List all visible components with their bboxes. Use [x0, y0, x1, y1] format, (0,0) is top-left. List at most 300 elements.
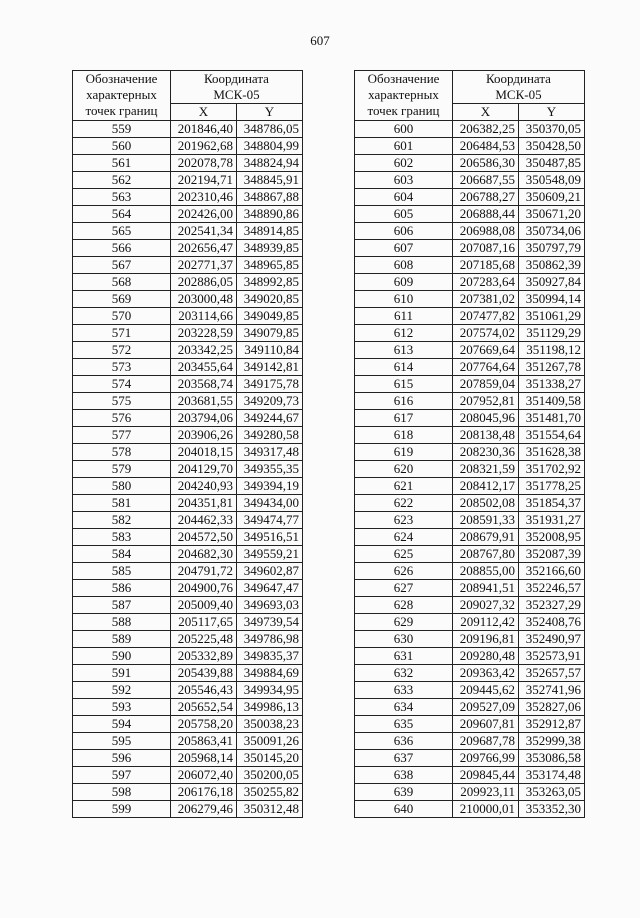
table-row	[73, 155, 303, 172]
point-number-cell: 570	[73, 308, 171, 325]
x-coordinate-cell: 201846,40	[171, 121, 237, 138]
y-coordinate-cell: 351409,58	[519, 393, 585, 410]
point-number-cell: 611	[355, 308, 453, 325]
y-coordinate-cell: 350200,05	[237, 767, 303, 784]
y-coordinate-cell: 350487,85	[519, 155, 585, 172]
point-number-cell: 578	[73, 444, 171, 461]
y-coordinate-cell: 352490,97	[519, 631, 585, 648]
y-coordinate-cell: 349317,48	[237, 444, 303, 461]
x-coordinate-cell: 205968,14	[171, 750, 237, 767]
point-number-cell: 629	[355, 614, 453, 631]
table-row	[355, 240, 585, 257]
y-coordinate-cell: 349110,84	[237, 342, 303, 359]
point-number-cell: 589	[73, 631, 171, 648]
table-row	[73, 240, 303, 257]
point-number-cell: 600	[355, 121, 453, 138]
y-coordinate-cell: 351338,27	[519, 376, 585, 393]
x-coordinate-cell: 202078,78	[171, 155, 237, 172]
table-row	[73, 529, 303, 546]
x-coordinate-cell: 209196,81	[453, 631, 519, 648]
table-row	[73, 444, 303, 461]
point-number-cell: 630	[355, 631, 453, 648]
x-coordinate-cell: 206888,44	[453, 206, 519, 223]
point-number-cell: 634	[355, 699, 453, 716]
table-row	[73, 138, 303, 155]
y-coordinate-cell: 350091,26	[237, 733, 303, 750]
point-number-cell: 605	[355, 206, 453, 223]
point-number-cell: 613	[355, 342, 453, 359]
page-number: 607	[310, 33, 330, 48]
table-row	[73, 733, 303, 750]
x-coordinate-cell: 208138,48	[453, 427, 519, 444]
point-number-cell: 617	[355, 410, 453, 427]
point-designation-header-line: характерных	[368, 87, 439, 102]
table-row	[73, 563, 303, 580]
x-coordinate-cell: 209607,81	[453, 716, 519, 733]
x-coordinate-cell: 209527,09	[453, 699, 519, 716]
table-row	[73, 274, 303, 291]
y-coordinate-cell: 348804,99	[237, 138, 303, 155]
y-coordinate-cell: 350370,05	[519, 121, 585, 138]
x-column-header: X	[453, 104, 519, 121]
x-coordinate-cell: 205009,40	[171, 597, 237, 614]
point-designation-header	[73, 71, 171, 121]
x-coordinate-cell: 203794,06	[171, 410, 237, 427]
x-coordinate-cell: 202426,00	[171, 206, 237, 223]
x-coordinate-cell: 206279,46	[171, 801, 237, 818]
y-coordinate-cell: 350548,09	[519, 172, 585, 189]
y-coordinate-cell: 350671,20	[519, 206, 585, 223]
table-row	[73, 614, 303, 631]
table-row	[355, 206, 585, 223]
table-row	[73, 495, 303, 512]
table-row	[355, 716, 585, 733]
x-coordinate-cell: 204791,72	[171, 563, 237, 580]
table-row	[355, 376, 585, 393]
y-coordinate-cell: 349602,87	[237, 563, 303, 580]
point-number-cell: 621	[355, 478, 453, 495]
coordinate-header	[453, 71, 585, 104]
table-row	[355, 563, 585, 580]
point-number-cell: 571	[73, 325, 171, 342]
point-number-cell: 608	[355, 257, 453, 274]
x-coordinate-cell: 208855,00	[453, 563, 519, 580]
x-coordinate-cell: 202194,71	[171, 172, 237, 189]
table-row	[355, 138, 585, 155]
table-row	[355, 801, 585, 818]
table-row	[73, 597, 303, 614]
x-coordinate-cell: 209845,44	[453, 767, 519, 784]
y-coordinate-cell: 350145,20	[237, 750, 303, 767]
point-number-cell: 590	[73, 648, 171, 665]
y-coordinate-cell: 352741,96	[519, 682, 585, 699]
x-column-header: X	[171, 104, 237, 121]
x-coordinate-cell: 204900,76	[171, 580, 237, 597]
y-coordinate-cell: 351931,27	[519, 512, 585, 529]
table-row	[355, 614, 585, 631]
coordinate-header-line: МСК-05	[213, 87, 260, 102]
x-coordinate-cell: 207859,04	[453, 376, 519, 393]
point-number-cell: 639	[355, 784, 453, 801]
x-coordinate-cell: 203906,26	[171, 427, 237, 444]
y-coordinate-cell: 352087,39	[519, 546, 585, 563]
point-number-cell: 575	[73, 393, 171, 410]
x-coordinate-cell: 209027,32	[453, 597, 519, 614]
table-row	[355, 733, 585, 750]
x-coordinate-cell: 207952,81	[453, 393, 519, 410]
table-row	[73, 410, 303, 427]
y-coordinate-cell: 351702,92	[519, 461, 585, 478]
y-coordinate-cell: 349020,85	[237, 291, 303, 308]
point-number-cell: 633	[355, 682, 453, 699]
x-coordinate-cell: 207087,16	[453, 240, 519, 257]
y-coordinate-cell: 350927,84	[519, 274, 585, 291]
y-coordinate-cell: 349434,00	[237, 495, 303, 512]
x-coordinate-cell: 203228,59	[171, 325, 237, 342]
coordinates-table-right	[354, 70, 585, 818]
x-coordinate-cell: 206176,18	[171, 784, 237, 801]
x-coordinate-cell: 206687,55	[453, 172, 519, 189]
x-coordinate-cell: 203000,48	[171, 291, 237, 308]
x-coordinate-cell: 207283,64	[453, 274, 519, 291]
point-number-cell: 561	[73, 155, 171, 172]
point-number-cell: 609	[355, 274, 453, 291]
table-row	[73, 750, 303, 767]
table-row	[355, 512, 585, 529]
point-designation-header	[355, 71, 453, 121]
point-number-cell: 604	[355, 189, 453, 206]
point-number-cell: 636	[355, 733, 453, 750]
point-number-cell: 588	[73, 614, 171, 631]
table-row	[355, 478, 585, 495]
point-number-cell: 614	[355, 359, 453, 376]
x-coordinate-cell: 206788,27	[453, 189, 519, 206]
point-number-cell: 632	[355, 665, 453, 682]
point-designation-header-line: точек границ	[85, 103, 158, 118]
point-number-cell: 607	[355, 240, 453, 257]
table-row	[73, 121, 303, 138]
x-coordinate-cell: 208767,80	[453, 546, 519, 563]
point-number-cell: 573	[73, 359, 171, 376]
x-coordinate-cell: 202771,37	[171, 257, 237, 274]
point-number-cell: 599	[73, 801, 171, 818]
table-row	[73, 257, 303, 274]
y-coordinate-cell: 352573,91	[519, 648, 585, 665]
y-coordinate-cell: 348824,94	[237, 155, 303, 172]
x-coordinate-cell: 208941,51	[453, 580, 519, 597]
x-coordinate-cell: 208502,08	[453, 495, 519, 512]
x-coordinate-cell: 204462,33	[171, 512, 237, 529]
table-row	[355, 750, 585, 767]
y-coordinate-cell: 349786,98	[237, 631, 303, 648]
x-coordinate-cell: 209363,42	[453, 665, 519, 682]
x-coordinate-cell: 202541,34	[171, 223, 237, 240]
table-row	[73, 716, 303, 733]
table-row	[355, 784, 585, 801]
x-coordinate-cell: 207764,64	[453, 359, 519, 376]
coordinate-header	[171, 71, 303, 104]
y-coordinate-cell: 348914,85	[237, 223, 303, 240]
x-coordinate-cell: 205225,48	[171, 631, 237, 648]
point-number-cell: 598	[73, 784, 171, 801]
coordinate-header-line: Координата	[486, 71, 551, 86]
point-number-cell: 563	[73, 189, 171, 206]
y-coordinate-cell: 352912,87	[519, 716, 585, 733]
y-coordinate-cell: 349142,81	[237, 359, 303, 376]
table-row	[355, 495, 585, 512]
table-row	[355, 189, 585, 206]
point-number-cell: 623	[355, 512, 453, 529]
table-row	[73, 699, 303, 716]
x-coordinate-cell: 204018,15	[171, 444, 237, 461]
table-row	[355, 665, 585, 682]
table-row	[73, 546, 303, 563]
x-coordinate-cell: 202656,47	[171, 240, 237, 257]
point-designation-header-line: Обозначение	[85, 71, 158, 86]
x-coordinate-cell: 206484,53	[453, 138, 519, 155]
point-number-cell: 596	[73, 750, 171, 767]
coordinates-table-left	[72, 70, 303, 818]
table-row	[355, 580, 585, 597]
x-coordinate-cell: 206586,30	[453, 155, 519, 172]
table-row	[355, 648, 585, 665]
point-number-cell: 580	[73, 478, 171, 495]
table-row	[355, 121, 585, 138]
y-coordinate-cell: 351628,38	[519, 444, 585, 461]
y-coordinate-cell: 352999,38	[519, 733, 585, 750]
y-coordinate-cell: 349986,13	[237, 699, 303, 716]
y-coordinate-cell: 351481,70	[519, 410, 585, 427]
table-row	[73, 342, 303, 359]
x-coordinate-cell: 208412,17	[453, 478, 519, 495]
x-coordinate-cell: 203568,74	[171, 376, 237, 393]
point-number-cell: 612	[355, 325, 453, 342]
point-number-cell: 615	[355, 376, 453, 393]
x-coordinate-cell: 204240,93	[171, 478, 237, 495]
y-coordinate-cell: 349079,85	[237, 325, 303, 342]
y-coordinate-cell: 349835,37	[237, 648, 303, 665]
x-coordinate-cell: 203455,64	[171, 359, 237, 376]
y-coordinate-cell: 349394,19	[237, 478, 303, 495]
y-coordinate-cell: 352246,57	[519, 580, 585, 597]
point-number-cell: 591	[73, 665, 171, 682]
y-coordinate-cell: 351554,64	[519, 427, 585, 444]
point-number-cell: 594	[73, 716, 171, 733]
y-coordinate-cell: 350797,79	[519, 240, 585, 257]
y-coordinate-cell: 353263,05	[519, 784, 585, 801]
x-coordinate-cell: 208591,33	[453, 512, 519, 529]
table-row	[73, 665, 303, 682]
y-coordinate-cell: 352827,06	[519, 699, 585, 716]
y-coordinate-cell: 350734,06	[519, 223, 585, 240]
table-row	[73, 801, 303, 818]
x-coordinate-cell: 209687,78	[453, 733, 519, 750]
x-coordinate-cell: 208679,91	[453, 529, 519, 546]
y-coordinate-cell: 350609,21	[519, 189, 585, 206]
point-number-cell: 610	[355, 291, 453, 308]
x-coordinate-cell: 208321,59	[453, 461, 519, 478]
table-row	[355, 444, 585, 461]
point-number-cell: 618	[355, 427, 453, 444]
coordinates-table-right-body	[355, 121, 585, 818]
point-number-cell: 619	[355, 444, 453, 461]
point-number-cell: 572	[73, 342, 171, 359]
table-row	[355, 597, 585, 614]
table-row	[73, 359, 303, 376]
point-number-cell: 635	[355, 716, 453, 733]
x-coordinate-cell: 205546,43	[171, 682, 237, 699]
point-number-cell: 631	[355, 648, 453, 665]
y-coordinate-cell: 351129,29	[519, 325, 585, 342]
point-number-cell: 602	[355, 155, 453, 172]
table-row	[73, 461, 303, 478]
x-coordinate-cell: 207669,64	[453, 342, 519, 359]
y-coordinate-cell: 352008,95	[519, 529, 585, 546]
table-row	[355, 529, 585, 546]
point-number-cell: 624	[355, 529, 453, 546]
y-coordinate-cell: 350038,23	[237, 716, 303, 733]
table-row	[73, 580, 303, 597]
y-column-header: Y	[237, 104, 303, 121]
x-coordinate-cell: 209766,99	[453, 750, 519, 767]
x-coordinate-cell: 207574,02	[453, 325, 519, 342]
y-coordinate-cell: 350862,39	[519, 257, 585, 274]
y-coordinate-cell: 349355,35	[237, 461, 303, 478]
x-coordinate-cell: 208230,36	[453, 444, 519, 461]
table-row	[355, 682, 585, 699]
point-number-cell: 565	[73, 223, 171, 240]
x-coordinate-cell: 209112,42	[453, 614, 519, 631]
point-number-cell: 559	[73, 121, 171, 138]
x-coordinate-cell: 205439,88	[171, 665, 237, 682]
x-coordinate-cell: 209280,48	[453, 648, 519, 665]
x-coordinate-cell: 205117,65	[171, 614, 237, 631]
point-number-cell: 622	[355, 495, 453, 512]
point-number-cell: 616	[355, 393, 453, 410]
x-coordinate-cell: 206072,40	[171, 767, 237, 784]
y-coordinate-cell: 349474,77	[237, 512, 303, 529]
table-row	[355, 342, 585, 359]
y-coordinate-cell: 348786,05	[237, 121, 303, 138]
point-number-cell: 620	[355, 461, 453, 478]
x-coordinate-cell: 202310,46	[171, 189, 237, 206]
x-coordinate-cell: 201962,68	[171, 138, 237, 155]
table-row	[355, 223, 585, 240]
x-coordinate-cell: 207185,68	[453, 257, 519, 274]
table-row	[73, 223, 303, 240]
y-coordinate-cell: 349049,85	[237, 308, 303, 325]
point-number-cell: 582	[73, 512, 171, 529]
point-number-cell: 640	[355, 801, 453, 818]
point-number-cell: 586	[73, 580, 171, 597]
x-coordinate-cell: 210000,01	[453, 801, 519, 818]
point-number-cell: 568	[73, 274, 171, 291]
point-number-cell: 626	[355, 563, 453, 580]
table-row	[73, 308, 303, 325]
y-coordinate-cell: 351778,25	[519, 478, 585, 495]
table-row	[355, 155, 585, 172]
y-coordinate-cell: 348965,85	[237, 257, 303, 274]
point-number-cell: 603	[355, 172, 453, 189]
y-coordinate-cell: 349934,95	[237, 682, 303, 699]
x-coordinate-cell: 205652,54	[171, 699, 237, 716]
table-row	[355, 393, 585, 410]
point-number-cell: 601	[355, 138, 453, 155]
table-row	[355, 546, 585, 563]
x-coordinate-cell: 207477,82	[453, 308, 519, 325]
point-number-cell: 574	[73, 376, 171, 393]
y-coordinate-cell: 349693,03	[237, 597, 303, 614]
point-number-cell: 627	[355, 580, 453, 597]
table-row	[73, 189, 303, 206]
table-row	[73, 512, 303, 529]
table-row	[355, 291, 585, 308]
table-row	[355, 461, 585, 478]
y-coordinate-cell: 352408,76	[519, 614, 585, 631]
x-coordinate-cell: 209445,62	[453, 682, 519, 699]
y-coordinate-cell: 349516,51	[237, 529, 303, 546]
x-coordinate-cell: 206988,08	[453, 223, 519, 240]
table-row	[73, 325, 303, 342]
point-number-cell: 638	[355, 767, 453, 784]
coordinate-header-line: МСК-05	[495, 87, 542, 102]
y-coordinate-cell: 349175,78	[237, 376, 303, 393]
y-column-header: Y	[519, 104, 585, 121]
y-coordinate-cell: 349884,69	[237, 665, 303, 682]
table-row	[73, 478, 303, 495]
point-number-cell: 625	[355, 546, 453, 563]
point-number-cell: 567	[73, 257, 171, 274]
table-row	[73, 172, 303, 189]
point-number-cell: 583	[73, 529, 171, 546]
table-row	[355, 767, 585, 784]
table-row	[73, 631, 303, 648]
point-number-cell: 576	[73, 410, 171, 427]
point-number-cell: 581	[73, 495, 171, 512]
point-number-cell: 562	[73, 172, 171, 189]
table-row	[355, 631, 585, 648]
table-row	[73, 206, 303, 223]
y-coordinate-cell: 351061,29	[519, 308, 585, 325]
x-coordinate-cell: 204351,81	[171, 495, 237, 512]
x-coordinate-cell: 204572,50	[171, 529, 237, 546]
point-designation-header-line: точек границ	[367, 103, 440, 118]
y-coordinate-cell: 353086,58	[519, 750, 585, 767]
table-row	[355, 274, 585, 291]
point-number-cell: 569	[73, 291, 171, 308]
table-row	[355, 325, 585, 342]
table-row	[355, 699, 585, 716]
y-coordinate-cell: 353352,30	[519, 801, 585, 818]
point-number-cell: 560	[73, 138, 171, 155]
table-row	[355, 308, 585, 325]
point-number-cell: 628	[355, 597, 453, 614]
point-number-cell: 587	[73, 597, 171, 614]
y-coordinate-cell: 351854,37	[519, 495, 585, 512]
y-coordinate-cell: 348890,86	[237, 206, 303, 223]
x-coordinate-cell: 203342,25	[171, 342, 237, 359]
point-designation-header-line: характерных	[86, 87, 157, 102]
table-row	[355, 410, 585, 427]
coordinate-header-line: Координата	[204, 71, 269, 86]
y-coordinate-cell: 350312,48	[237, 801, 303, 818]
point-number-cell: 595	[73, 733, 171, 750]
y-coordinate-cell: 348939,85	[237, 240, 303, 257]
point-number-cell: 579	[73, 461, 171, 478]
x-coordinate-cell: 209923,11	[453, 784, 519, 801]
point-number-cell: 566	[73, 240, 171, 257]
y-coordinate-cell: 350255,82	[237, 784, 303, 801]
